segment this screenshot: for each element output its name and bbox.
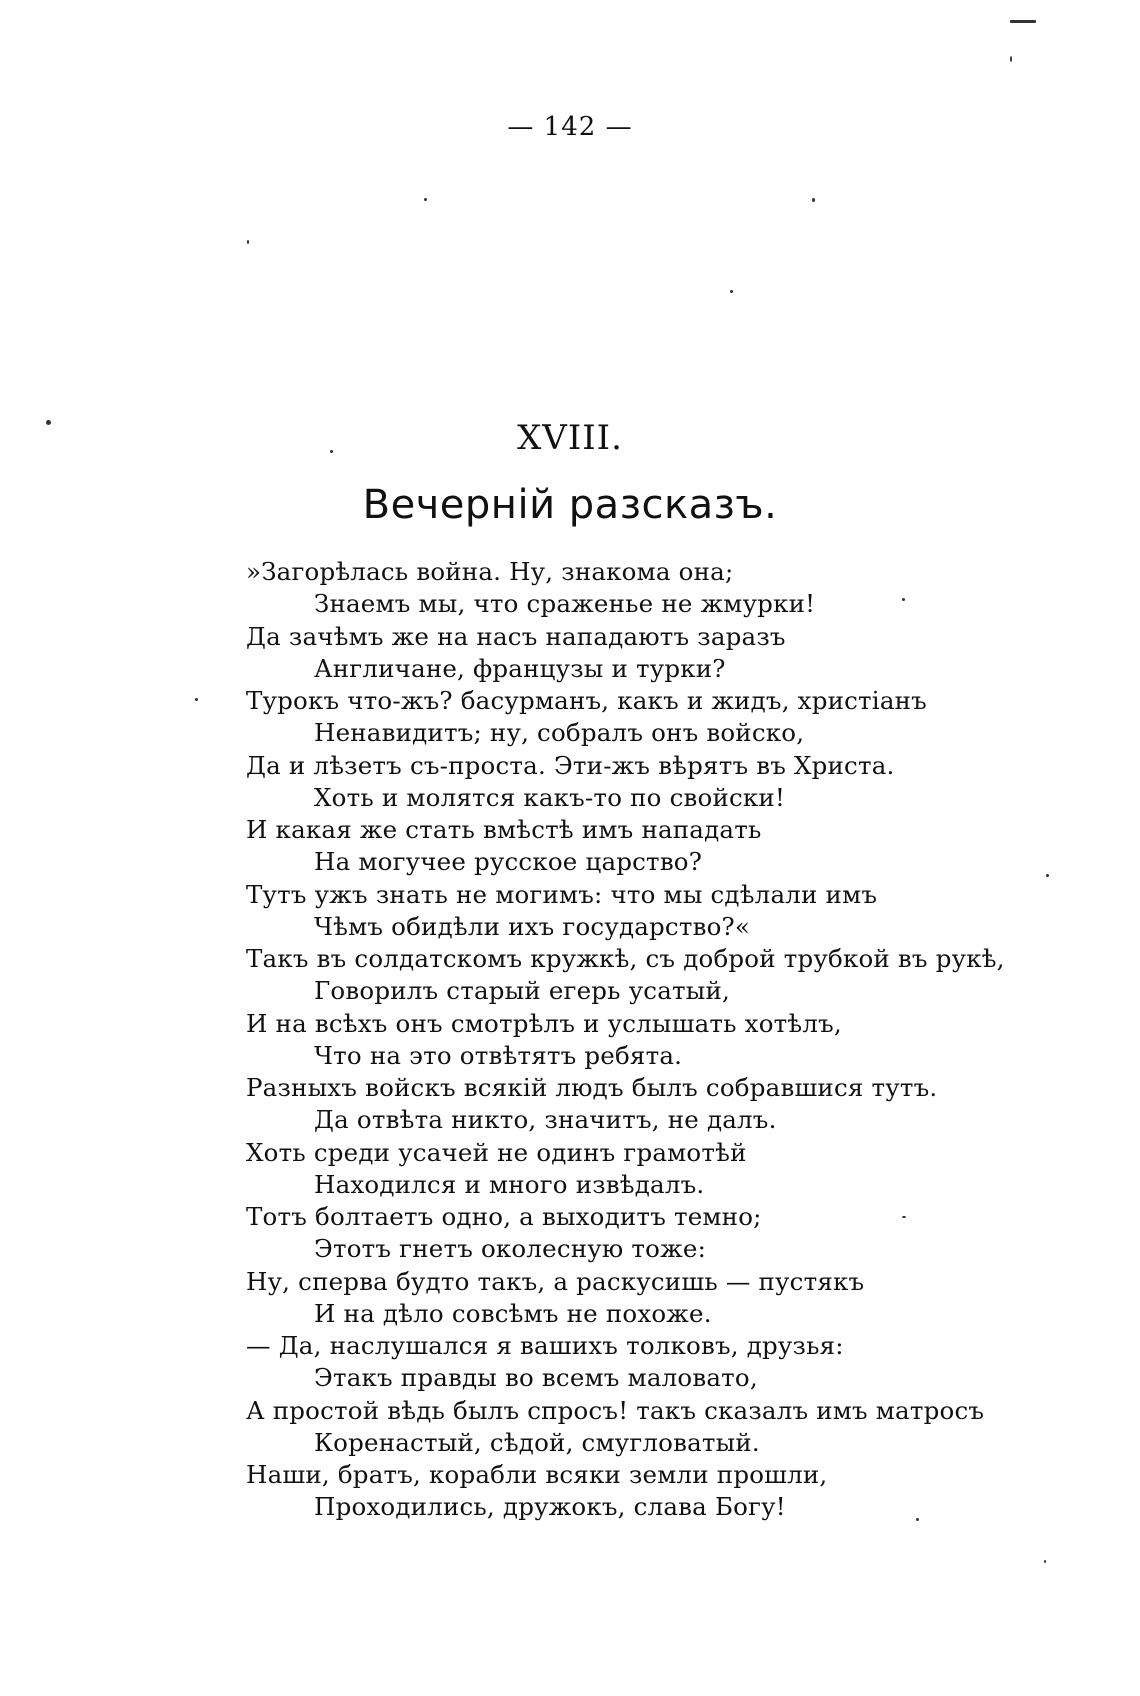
poem-line: Этакъ правды во всемъ маловато, [314,1363,758,1393]
poem-line: Наши, братъ, корабли всяки земли прошли, [246,1460,828,1489]
scan-speck [424,198,427,201]
poem-line: Проходились, дружокъ, слава Богу! [314,1492,786,1522]
poem-line: Чѣмъ обидѣли ихъ государство?« [314,911,751,941]
poem-line: Находился и много извѣдалъ. [314,1169,705,1199]
poem-line: Тутъ ужъ знать не могимъ: что мы сдѣлали имъ [246,879,878,909]
poem-line: Коренастый, сѣдой, смугловатый. [314,1427,760,1457]
scan-speck [916,1518,919,1521]
poem-line: — Да, наслушался я вашихъ толковъ, друзья: [246,1331,844,1360]
poem-line: »Загорѣлась война. Ну, знакома она; [246,557,734,586]
scan-speck [1046,874,1049,877]
scan-speck [902,598,905,601]
poem-line: Да и лѣзетъ съ-проста. Эти-жъ вѣрятъ въ Христа. [246,750,895,780]
page-number: — 142 — [507,112,633,142]
poem-line: Ну, сперва будто такъ, а раскусишь — пустякъ [246,1266,865,1296]
scan-speck [195,698,198,701]
poem-line: Англичане, французы и турки? [314,653,726,683]
chapter-number: XVIII. [517,418,623,458]
scan-speck [46,420,51,425]
poem-line: И на дѣло совсѣмъ не похоже. [314,1298,712,1328]
poem-line: Хоть среди усачей не одинъ грамотѣй [246,1137,747,1167]
poem-line: А простой вѣдь былъ спросъ! такъ сказалъ имъ матросъ [246,1395,985,1425]
poem-line: Тотъ болтаетъ одно, а выходитъ темно; [246,1202,762,1231]
poem-line: Турокъ что-жъ? басурманъ, какъ и жидъ, христіанъ [246,686,927,715]
chapter-title: Вечерній разсказъ. [362,482,778,528]
poem-line: Да отвѣта никто, значитъ, не далъ. [314,1105,777,1135]
poem-line: Говорилъ старый егерь усатый, [314,976,731,1006]
poem-line: Что на это отвѣтятъ ребята. [314,1040,683,1070]
poem [246,556,1086,1524]
poem-line: Разныхъ войскъ всякій людъ былъ собравшися тутъ. [246,1073,938,1102]
scan-speck [247,240,249,244]
poem-line: И на всѣхъ онъ смотрѣлъ и услышать хотѣлъ, [246,1008,842,1038]
poem-line: И какая же стать вмѣстѣ имъ нападать [246,815,762,844]
poem-line: Ненавидитъ; ну, собралъ онъ войско, [314,718,805,748]
scan-speck [730,290,733,293]
scan-speck [1010,56,1012,62]
scan-speck [330,450,333,453]
poem-line: На могучее русское царство? [314,847,703,877]
scan-speck [1044,1560,1046,1563]
scan-speck [1010,20,1036,23]
poem-line: Такъ въ солдатскомъ кружкѣ, съ доброй трубкой въ рукѣ, [246,944,1005,973]
poem-line: Знаемъ мы, что сраженье не жмурки! [314,589,816,619]
scan-speck [812,198,815,202]
scan-speck [902,1216,906,1218]
poem-line: Хоть и молятся какъ-то по свойски! [314,782,785,812]
poem-line: Да зачѣмъ же на насъ нападаютъ заразъ [246,621,786,651]
poem-line: Этотъ гнетъ околесную тоже: [314,1234,707,1264]
